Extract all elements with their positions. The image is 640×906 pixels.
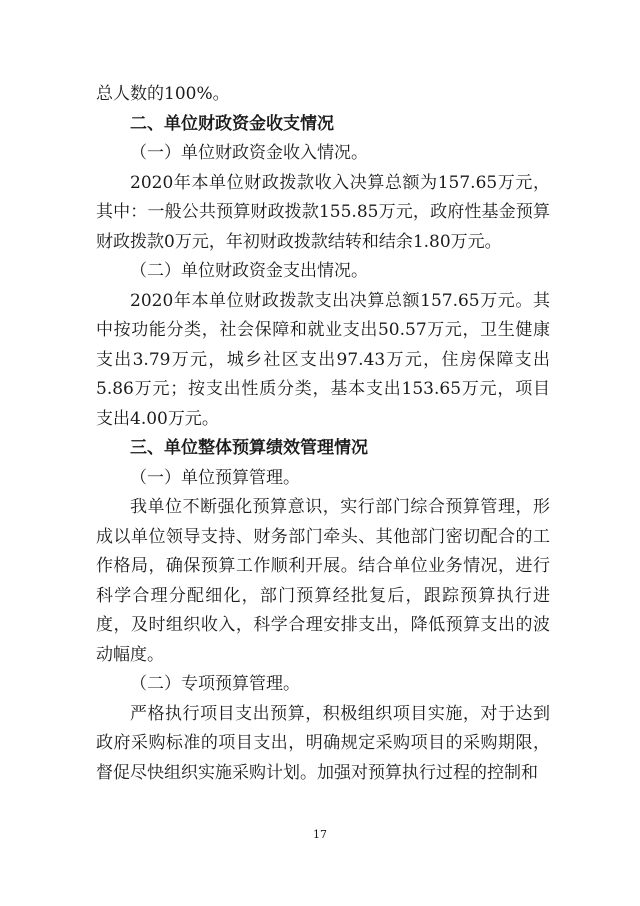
paragraph-total-ratio: 总人数的100%。	[96, 84, 230, 104]
document-body	[96, 80, 550, 788]
section-heading-fiscal-funds: 二、单位财政资金收支情况	[130, 113, 334, 134]
subheading-budget-management: （一）单位预算管理。	[130, 467, 300, 488]
paragraph-budget-management: 我单位不断强化预算意识，实行部门综合预算管理，形成以单位领导支持、财务部门牵头、其他部门密切配合的工作格局，确保预算工作顺利开展。结合单位业务情况，进行科学合理分配细化，部门预算经批复后，跟踪预算执行进度，及时组织收入，科学合理安排支出，降低预算支出的波动幅度。	[96, 497, 550, 665]
section-heading-performance: 三、单位整体预算绩效管理情况	[130, 438, 368, 458]
paragraph-income: 2020年本单位财政拨款收入决算总额为157.65万元，其中：一般公共预算财政拨款155.85万元，政府性基金预算财政拨款0万元，年初财政拨款结转和结余1.80万元。	[96, 172, 550, 252]
paragraph-expenditure: 2020年本单位财政拨款支出决算总额157.65万元。其中按功能分类，社会保障和就业支出50.57万元，卫生健康支出3.79万元，城乡社区支出97.43万元，住房保障支出5.86万元；按支出性质分类，基本支出153.65万元，项目支出4.00万元。	[96, 290, 550, 429]
page-number: 17	[313, 828, 327, 841]
paragraph-special-budget: 严格执行项目支出预算，积极组织项目实施，对于达到政府采购标准的项目支出，明确规定采购项目的采购期限，督促尽快组织实施采购计划。加强对预算执行过程的控制和	[96, 703, 550, 783]
subheading-income: （一）单位财政资金收入情况。	[130, 143, 368, 163]
subheading-expenditure: （二）单位财政资金支出情况。	[130, 261, 368, 281]
subheading-special-budget: （二）专项预算管理。	[130, 674, 300, 694]
